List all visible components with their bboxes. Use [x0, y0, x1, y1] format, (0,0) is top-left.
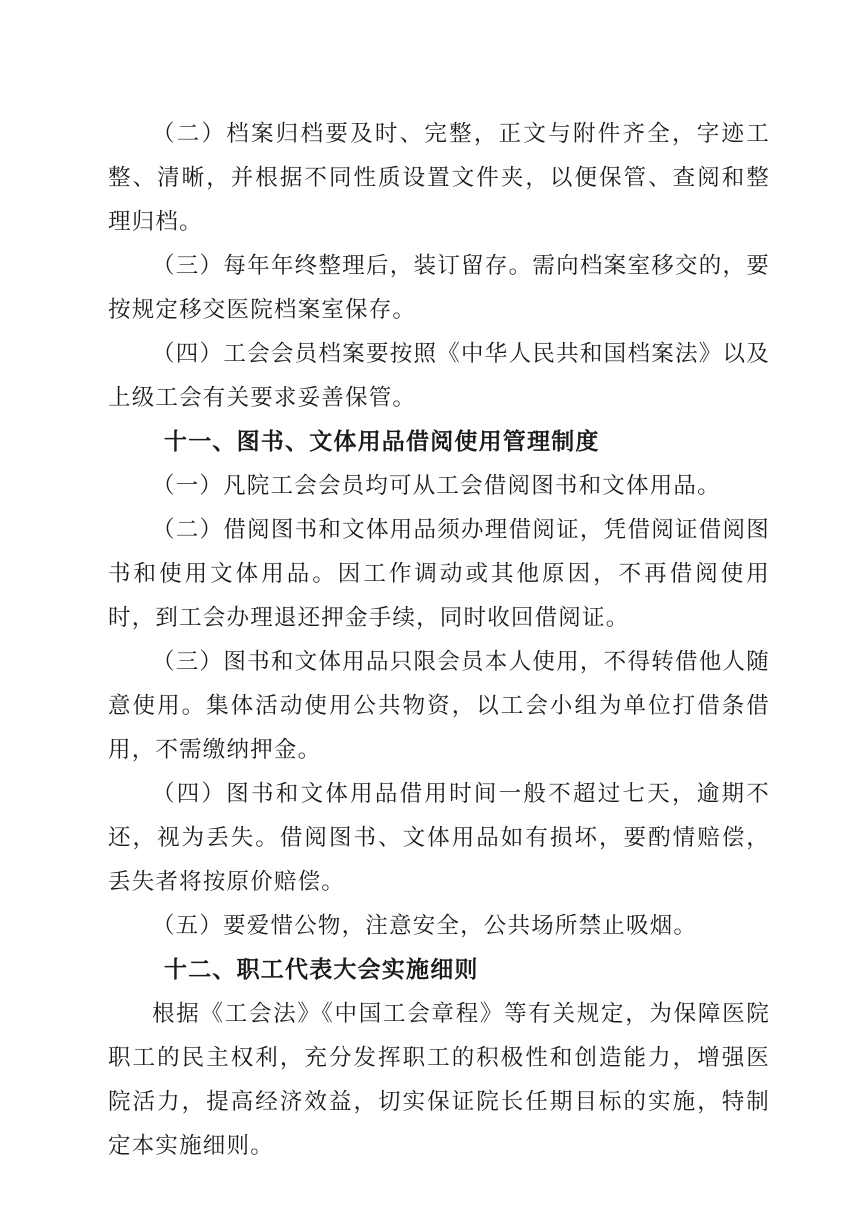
paragraph-library-5: （五）要爱惜公物，注意安全，公共场所禁止吸烟。 — [152, 913, 698, 939]
paragraph-archive-2: （二）档案归档要及时、完整，正文与附件齐全，字迹工整、清晰，并根据不同性质设置文件夹，以便保管、查阅和整理归档。 — [108, 121, 770, 235]
paragraph-library-2: （二）借阅图书和文体用品须办理借阅证，凭借阅证借阅图书和使用文体用品。因工作调动或其他原因，不再借阅使用时，到工会办理退还押金手续，同时收回借阅证。 — [108, 517, 770, 631]
paragraph-library-3: （三）图书和文体用品只限会员本人使用，不得转借他人随意使用。集体活动使用公共物资，以工会小组为单位打借条借用，不需缴纳押金。 — [108, 649, 770, 763]
paragraph-archive-3: （三）每年年终整理后，装订留存。需向档案室移交的，要按规定移交医院档案室保存。 — [108, 253, 770, 323]
paragraph-archive-4: （四）工会会员档案要按照《中华人民共和国档案法》以及上级工会有关要求妥善保管。 — [108, 341, 770, 411]
paragraph-library-1: （一）凡院工会会员均可从工会借阅图书和文体用品。 — [152, 473, 721, 499]
section-heading-11: 十一、图书、文体用品借阅使用管理制度 — [164, 429, 600, 455]
section-heading-12: 十二、职工代表大会实施细则 — [164, 957, 479, 983]
document-body — [108, 112, 770, 1168]
paragraph-library-4: （四）图书和文体用品借用时间一般不超过七天，逾期不还，视为丢失。借阅图书、文体用品如有损坏，要酌情赔偿，丢失者将按原价赔偿。 — [108, 781, 770, 895]
paragraph-congress-intro: 根据《工会法》《中国工会章程》等有关规定，为保障医院职工的民主权利，充分发挥职工的积极性和创造能力，增强医院活力，提高经济效益，切实保证院长任期目标的实施，特制定本实施细则。 — [108, 1001, 770, 1159]
